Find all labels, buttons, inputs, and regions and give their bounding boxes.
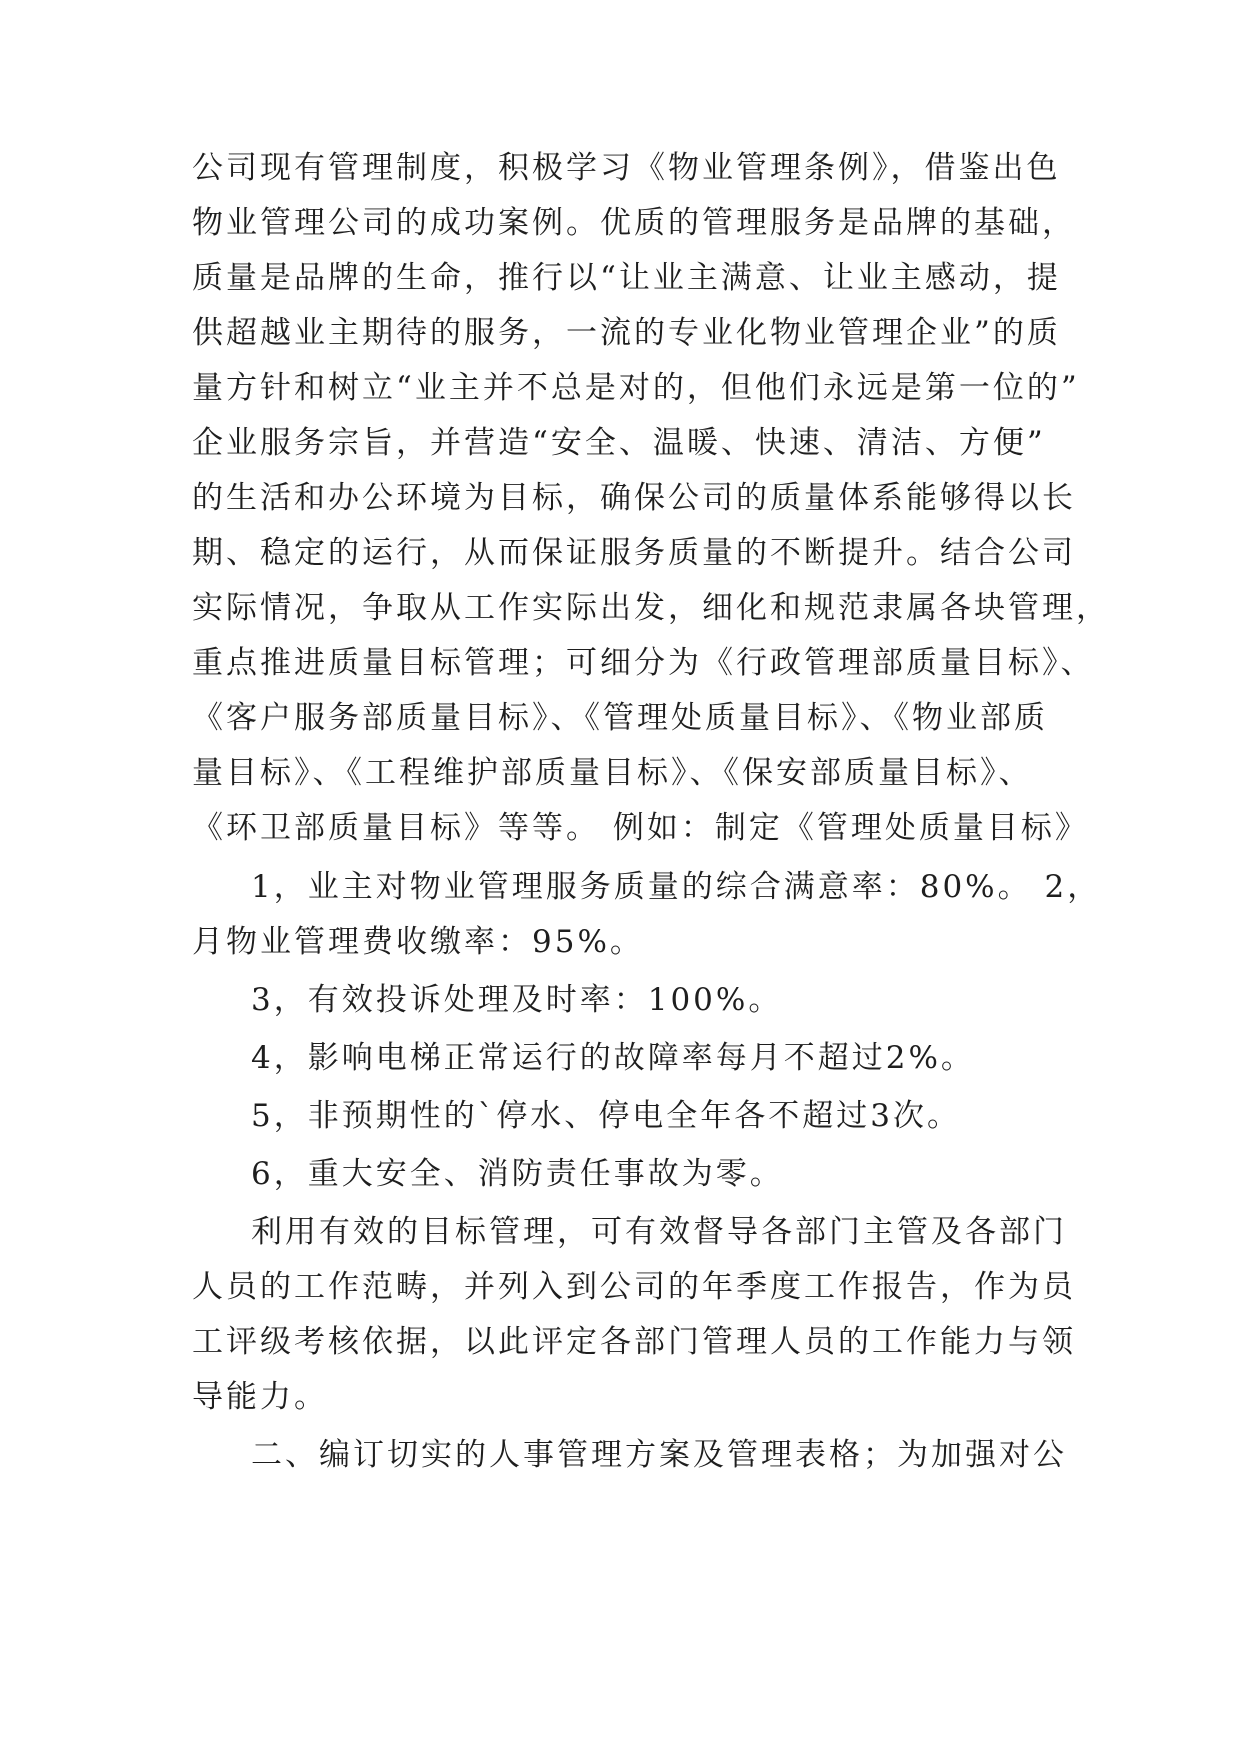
list-item: 1，业主对物业管理服务质量的综合满意率：80%。 2， bbox=[251, 869, 1102, 905]
list-item: 6，重大安全、消防责任事故为零。 bbox=[251, 1156, 784, 1192]
text-line: 《环卫部质量目标》等等。 例如：制定《管理处质量目标》 bbox=[192, 810, 1089, 846]
text-line: 《客户服务部质量目标》、《管理处质量目标》、《物业部质 bbox=[192, 700, 1048, 736]
text-line: 实际情况，争取从工作实际出发，细化和规范隶属各块管理， bbox=[192, 590, 1110, 626]
text-line: 供超越业主期待的服务，一流的专业化物业管理企业”的质 bbox=[192, 315, 1061, 351]
text-line: 的生活和办公环境为目标，确保公司的质量体系能够得以长 bbox=[192, 480, 1076, 516]
list-item: 4，影响电梯正常运行的故障率每月不超过2%。 bbox=[251, 1040, 975, 1076]
text-line: 期、稳定的运行，从而保证服务质量的不断提升。结合公司 bbox=[192, 535, 1076, 571]
list-item: 3，有效投诉处理及时率：100%。 bbox=[251, 982, 783, 1018]
text-line: 月物业管理费收缴率：95%。 bbox=[192, 924, 644, 960]
text-line: 量目标》、《工程维护部质量目标》、《保安部质量目标》、 bbox=[192, 755, 1033, 791]
text-line: 导能力。 bbox=[192, 1379, 328, 1415]
text-line: 物业管理公司的成功案例。优质的管理服务是品牌的基础， bbox=[192, 205, 1076, 241]
paragraph-start: 利用有效的目标管理，可有效督导各部门主管及各部门 bbox=[251, 1214, 1067, 1250]
text-line: 质量是品牌的生命，推行以“让业主满意、让业主感动，提 bbox=[192, 260, 1061, 296]
list-item: 5，非预期性的`停水、停电全年各不超过3次。 bbox=[251, 1098, 961, 1134]
text-line: 工评级考核依据，以此评定各部门管理人员的工作能力与领 bbox=[192, 1324, 1076, 1360]
section-heading: 二、编订切实的人事管理方案及管理表格；为加强对公 bbox=[251, 1437, 1067, 1473]
text-line: 公司现有管理制度，积极学习《物业管理条例》，借鉴出色 bbox=[192, 150, 1061, 186]
text-line: 企业服务宗旨，并营造“安全、温暖、快速、清洁、方便” bbox=[192, 425, 1046, 461]
text-line: 重点推进质量目标管理；可细分为《行政管理部质量目标》、 bbox=[192, 645, 1095, 681]
text-line: 人员的工作范畴，并列入到公司的年季度工作报告，作为员 bbox=[192, 1269, 1076, 1305]
text-line: 量方针和树立“业主并不总是对的，但他们永远是第一位的” bbox=[192, 370, 1080, 406]
